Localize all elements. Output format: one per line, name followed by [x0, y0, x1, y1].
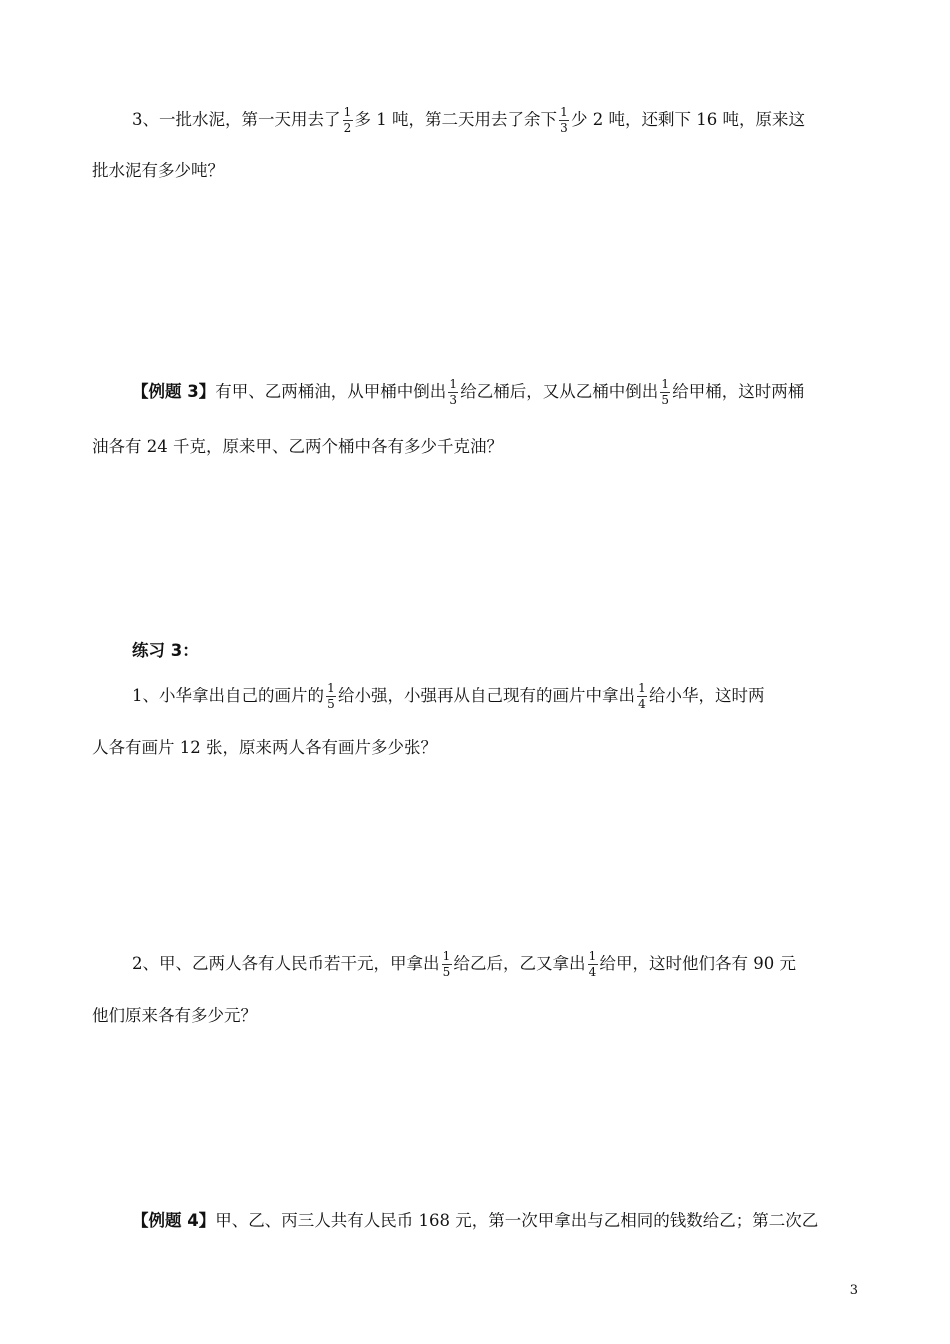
problem3-text-2: 多 1 吨，第二天用去了余下: [354, 110, 557, 129]
example3-text-1: 有甲、乙两桶油，从甲桶中倒出: [215, 382, 447, 401]
fraction-one-half: $\frac{1}{2}$: [343, 105, 352, 135]
problem3-line2: 批水泥有多少吨？: [92, 161, 224, 180]
problem3-line1: [132, 105, 805, 135]
example4-line1: [132, 1206, 818, 1236]
problem3-text-3: 少 2 吨，还剩下 16 吨，原来这: [571, 110, 805, 129]
page-number: 3: [849, 1283, 858, 1298]
q1-text-2: 给小强，小强再从自己现有的画片中拿出: [338, 686, 635, 705]
q2-text-3: 给甲，这时他们各有 90 元: [599, 954, 796, 973]
practice3-q2-line1: [132, 949, 796, 979]
fraction-one-quarter: $\frac{1}{4}$: [588, 949, 597, 979]
practice3-heading: 练习 3：: [132, 641, 199, 660]
fraction-one-fifth: $\frac{1}{5}$: [442, 949, 451, 979]
example4-text: 甲、乙、丙三人共有人民币 168 元，第一次甲拿出与乙相同的钱数给乙；第二次乙: [215, 1211, 819, 1230]
example3-text-2: 给乙桶后，又从乙桶中倒出: [460, 382, 659, 401]
practice3-q2-line2: 他们原来各有多少元？: [92, 1006, 257, 1025]
example3-label: 【例题 3】: [132, 382, 216, 401]
fraction-one-fifth: $\frac{1}{5}$: [661, 377, 670, 407]
q2-text-1: 2、甲、乙两人各有人民币若干元，甲拿出: [132, 954, 440, 973]
fraction-one-fifth: $\frac{1}{5}$: [327, 681, 335, 711]
example3-line2: 油各有 24 千克，原来甲、乙两个桶中各有多少千克油？: [92, 437, 503, 456]
fraction-one-third: $\frac{1}{3}$: [560, 105, 568, 135]
q1-text-1: 1、小华拿出自己的画片的: [132, 686, 324, 705]
practice3-q1-line2: 人各有画片 12 张，原来两人各有画片多少张？: [92, 738, 437, 757]
q1-text-3: 给小华，这时两: [649, 686, 765, 705]
problem3-text-1: 3、一批水泥，第一天用去了: [132, 110, 341, 129]
practice3-q1-line1: [132, 681, 765, 711]
example3-text-3: 给甲桶，这时两桶: [672, 382, 805, 401]
fraction-one-quarter: $\frac{1}{4}$: [638, 681, 646, 711]
example4-label: 【例题 4】: [132, 1211, 216, 1230]
fraction-one-third: $\frac{1}{3}$: [449, 377, 458, 407]
q2-text-2: 给乙后，乙又拿出: [453, 954, 586, 973]
example3-line1: [132, 377, 804, 407]
